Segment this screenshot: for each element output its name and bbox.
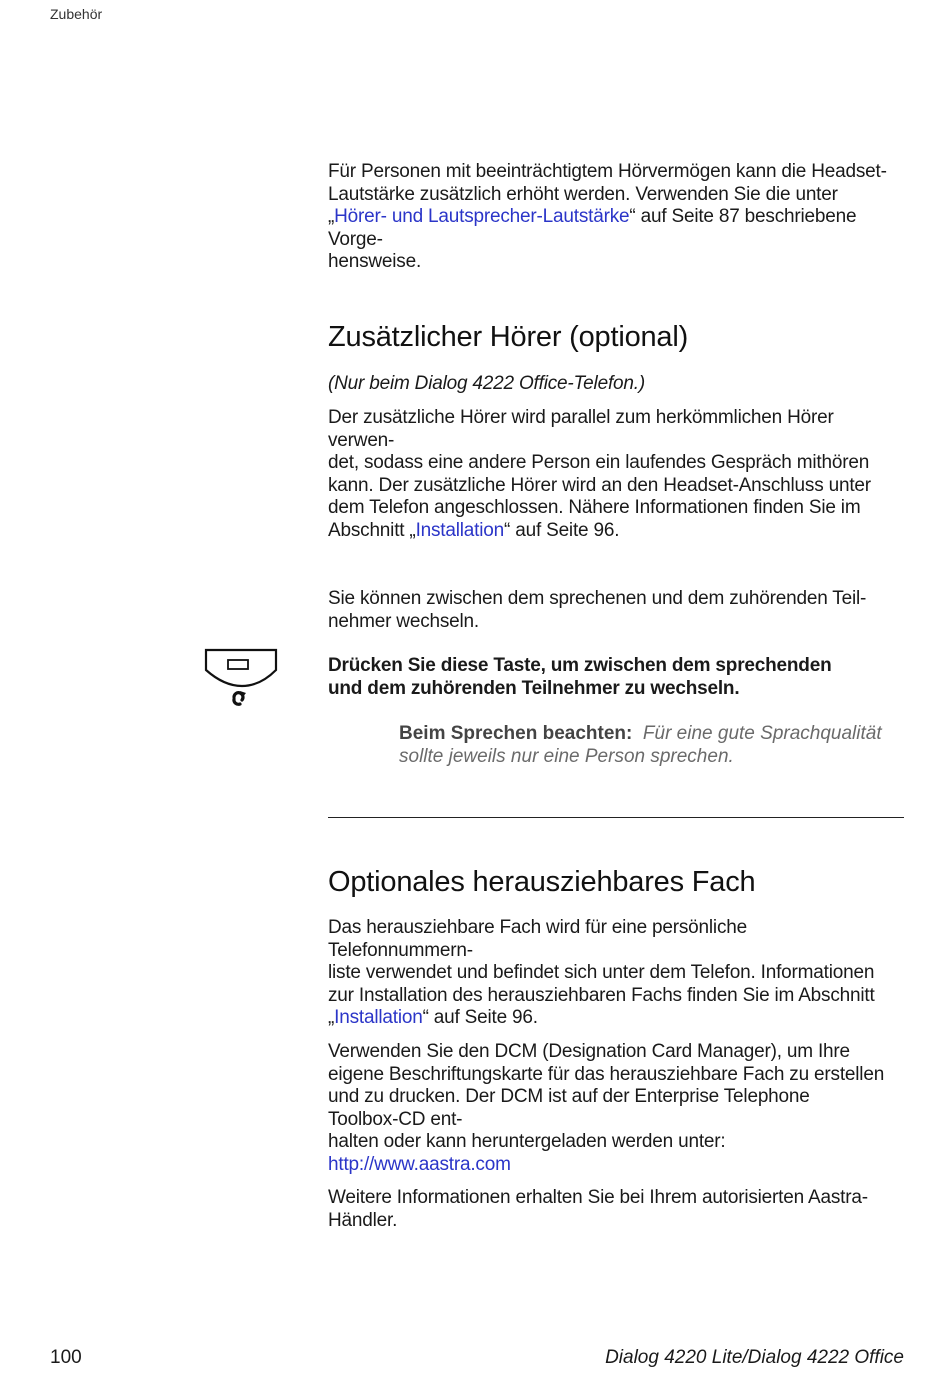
section2-line: Toolbox-CD ent- bbox=[328, 1108, 463, 1130]
section-divider bbox=[328, 817, 904, 818]
section2-line: Händler. bbox=[328, 1209, 398, 1231]
link-installation[interactable]: Installation bbox=[334, 1007, 423, 1029]
section2-line: Weitere Informationen erhalten Sie bei Ihrem autorisierten Aastra- bbox=[328, 1187, 868, 1208]
section2-line: und zu drucken. Der DCM ist auf der Enterprise Telephone bbox=[328, 1086, 810, 1108]
section1-line: “ auf Seite 96. bbox=[504, 519, 620, 541]
section2-paragraph-2 bbox=[328, 1041, 904, 1177]
intro-line: Für Personen mit beeinträchtigtem Hörvermögen kann die Headset- bbox=[328, 161, 887, 182]
section2-line: „ bbox=[328, 1007, 335, 1029]
handset-switch-key-icon bbox=[204, 646, 280, 708]
section2-paragraph-3 bbox=[328, 1187, 904, 1232]
switch-line: nehmer wechseln. bbox=[328, 610, 479, 632]
section1-line: det, sodass eine andere Person ein laufendes Gespräch mithören bbox=[328, 452, 870, 474]
section-title-herausziehbares-fach: Optionales herausziehbares Fach bbox=[328, 866, 756, 898]
model-note: (Nur beim Dialog 4222 Office-Telefon.) bbox=[328, 373, 645, 394]
switch-line: Sie können zwischen dem sprechenen und dem zuhörenden Teil- bbox=[328, 588, 867, 609]
link-aastra-website[interactable]: http://www.aastra.com bbox=[328, 1153, 511, 1175]
section1-line: dem Telefon angeschlossen. Nähere Informationen finden Sie im bbox=[328, 497, 861, 519]
tip-label: Beim Sprechen beachten: bbox=[399, 723, 633, 744]
section2-line: Verwenden Sie den DCM (Designation Card Manager), um Ihre bbox=[328, 1041, 850, 1062]
page-number: 100 bbox=[50, 1347, 82, 1368]
intro-line: „ bbox=[328, 206, 335, 228]
section2-paragraph-1 bbox=[328, 917, 904, 1030]
tip-text: Für eine gute Sprachqualität bbox=[642, 723, 882, 744]
section2-line: eigene Beschriftungskarte für das herausziehbare Fach zu erstellen bbox=[328, 1063, 885, 1085]
section1-paragraph bbox=[328, 407, 904, 543]
intro-line: Lautstärke zusätzlich erhöht werden. Verwenden Sie die unter bbox=[328, 183, 838, 205]
section2-line: halten oder kann heruntergeladen werden unter: bbox=[328, 1131, 726, 1153]
running-head: Zubehör bbox=[50, 6, 103, 22]
intro-line: “ auf Seite 87 beschriebene bbox=[629, 206, 857, 228]
tip-text: sollte jeweils nur eine Person sprechen. bbox=[399, 745, 734, 767]
intro-paragraph bbox=[328, 161, 904, 274]
section2-line: zur Installation des herausziehbaren Fachs finden Sie im Abschnitt bbox=[328, 984, 875, 1006]
section2-line: Telefonnummern- bbox=[328, 939, 473, 961]
footer-product-title: Dialog 4220 Lite/Dialog 4222 Office bbox=[605, 1347, 904, 1368]
key-instruction bbox=[328, 655, 904, 700]
switch-paragraph bbox=[328, 588, 904, 633]
instruction-line: und dem zuhörenden Teilnehmer zu wechseln. bbox=[328, 677, 740, 699]
intro-line: Vorge- bbox=[328, 228, 383, 250]
section1-line: Abschnitt „ bbox=[328, 519, 416, 541]
section2-line: “ auf Seite 96. bbox=[422, 1007, 538, 1029]
link-installation[interactable]: Installation bbox=[415, 519, 504, 541]
instruction-line: Drücken Sie diese Taste, um zwischen dem sprechenden bbox=[328, 655, 832, 676]
intro-line: hensweise. bbox=[328, 251, 422, 273]
section2-line: Das herausziehbare Fach wird für eine persönliche bbox=[328, 917, 747, 938]
section1-line: verwen- bbox=[328, 429, 395, 451]
section-title-zusaetzlicher-hoerer: Zusätzlicher Hörer (optional) bbox=[328, 321, 689, 353]
link-hoerer-lautstaerke[interactable]: Hörer- und Lautsprecher-Lautstärke bbox=[334, 206, 630, 228]
section1-line: kann. Der zusätzliche Hörer wird an den Headset-Anschluss unter bbox=[328, 474, 871, 496]
speaking-tip bbox=[399, 723, 904, 768]
section1-line: Der zusätzliche Hörer wird parallel zum herkömmlichen Hörer bbox=[328, 407, 834, 428]
section2-line: liste verwendet und befindet sich unter dem Telefon. Informationen bbox=[328, 962, 875, 984]
